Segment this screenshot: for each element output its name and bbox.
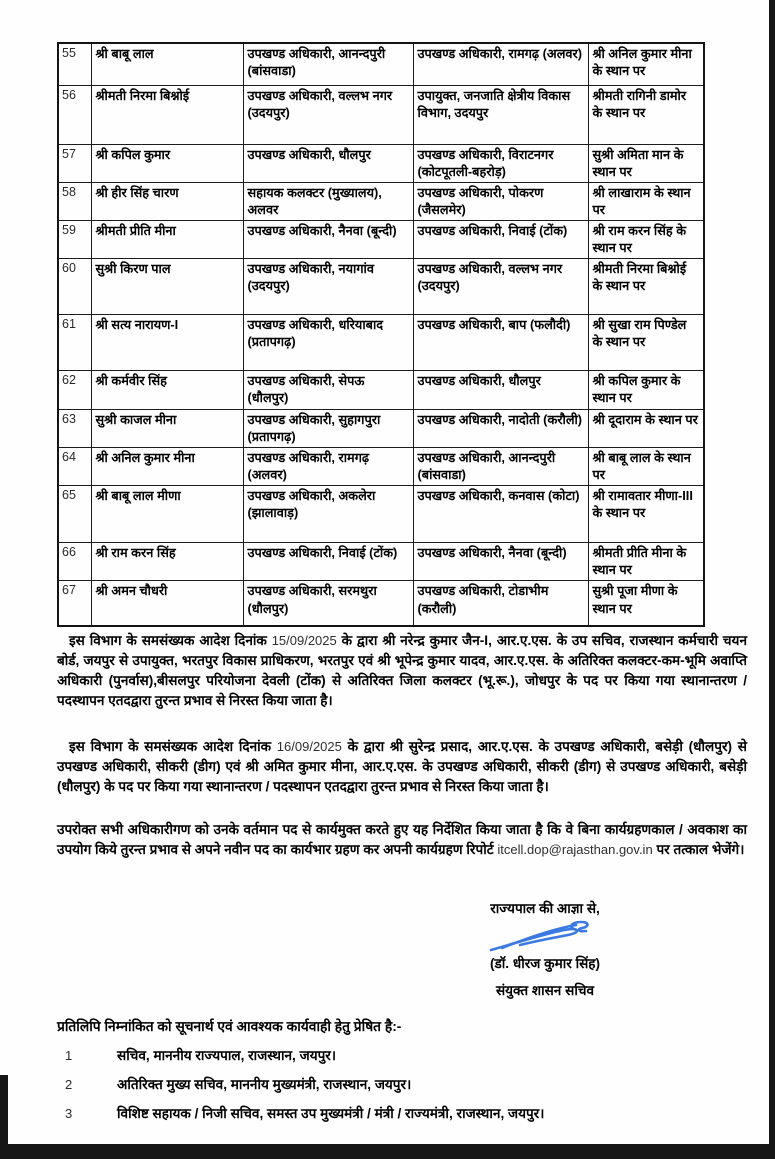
table-row bbox=[58, 144, 704, 182]
copy-section bbox=[57, 1016, 747, 1124]
copy-heading: प्रतिलिपि निम्नांकित को सूचनार्थ एवं आवश्यक कार्यवाही हेतु प्रेषित है:- bbox=[57, 1019, 402, 1034]
cell-officer-name: श्रीमती निरमा बिश्नोई bbox=[91, 85, 243, 144]
cell-remark: श्री रामावतार मीणा-III के स्थान पर bbox=[588, 486, 704, 543]
cell-officer-name: श्री सत्य नारायण-I bbox=[91, 315, 243, 371]
cell-remark: श्री लाखाराम के स्थान पर bbox=[588, 182, 704, 220]
table-row bbox=[58, 182, 704, 220]
copy-item bbox=[57, 1075, 747, 1095]
latin-text-segment: itcell.dop@rajasthan.gov.in bbox=[497, 842, 653, 857]
copy-item-number: 2 bbox=[65, 1077, 73, 1092]
table-row bbox=[58, 486, 704, 543]
cell-new-post: उपखण्ड अधिकारी, निवाई (टोंक) bbox=[413, 221, 588, 259]
order-paragraph-1 bbox=[57, 631, 747, 711]
cell-remark: श्री राम करन सिंह के स्थान पर bbox=[588, 221, 704, 259]
scan-border-left bbox=[0, 1075, 8, 1159]
cell-new-post: उपखण्ड अधिकारी, नैनवा (बून्दी) bbox=[413, 543, 588, 581]
cell-officer-name: श्री कपिल कुमार bbox=[91, 144, 243, 182]
cell-current-post: उपखण्ड अधिकारी, सुहागपुरा (प्रतापगढ़) bbox=[243, 409, 413, 447]
cell-new-post: उपखण्ड अधिकारी, वल्लभ नगर (उदयपुर) bbox=[413, 259, 588, 315]
copy-item-number: 3 bbox=[65, 1106, 73, 1121]
cell-serial: 62 bbox=[58, 371, 91, 409]
transfer-table bbox=[57, 42, 705, 627]
cell-current-post: उपखण्ड अधिकारी, धौलपुर bbox=[243, 144, 413, 182]
cell-officer-name: सुश्री किरण पाल bbox=[91, 259, 243, 315]
cell-current-post: उपखण्ड अधिकारी, निवाई (टोंक) bbox=[243, 543, 413, 581]
cell-current-post: उपखण्ड अधिकारी, नैनवा (बून्दी) bbox=[243, 221, 413, 259]
cell-remark: श्री अनिल कुमार मीना के स्थान पर bbox=[588, 43, 704, 85]
cell-current-post: सहायक कलक्टर (मुख्यालय), अलवर bbox=[243, 182, 413, 220]
hindi-text-segment: उपरोक्त सभी अधिकारीगण को उनके वर्तमान पद से कार्यमुक्त करते हुए यह निर्देशित किया जाता है कि वे बिना कार्यग्रहणकाल / अवकाश का उपयोग किये तुरन्त प्रभाव से अपने नवीन पद का कार्यभार ग्रहण कर अपनी कार्यग्रहण रिपोर्ट bbox=[57, 822, 747, 857]
table-row bbox=[58, 221, 704, 259]
copy-item-text: सचिव, माननीय राज्यपाल, राजस्थान, जयपुर। bbox=[117, 1048, 337, 1063]
hindi-text-segment: के द्वारा श्री नरेन्द्र कुमार जैन-I, आर.ए.एस. के उप सचिव, राजस्थान कर्मचारी चयन बोर्ड, जयपुर से उपायुक्त, भरतपुर विकास प्राधिकरण, भरतपुर एवं श्री भूपेन्द्र कुमार यादव, आर.ए.एस. के अतिरिक्त कलक्टर-कम-भूमि अवाप्ति अधिकारी (पुनर्वास),बीसलपुर परियोजना देवली (टोंक) से अतिरिक्त जिला कलक्टर (भू.रू.), जोधपुर के पद पर किया गया स्थानान्तरण / पदस्थापन एतदद्वारा तुरन्त प्रभाव से निरस्त किया जाता है। bbox=[57, 633, 747, 708]
copy-item-text: विशिष्ट सहायक / निजी सचिव, समस्त उप मुख्यमंत्री / मंत्री / राज्यमंत्री, राजस्थान, जयपुर। bbox=[117, 1106, 545, 1121]
cell-serial: 56 bbox=[58, 85, 91, 144]
cell-current-post: उपखण्ड अधिकारी, धरियाबाद (प्रतापगढ़) bbox=[243, 315, 413, 371]
signature-ink-icon bbox=[486, 919, 604, 955]
cell-serial: 60 bbox=[58, 259, 91, 315]
cell-current-post: उपखण्ड अधिकारी, सेपऊ (धौलपुर) bbox=[243, 371, 413, 409]
cell-new-post: उपखण्ड अधिकारी, विराटनगर (कोटपूतली-बहरोड़) bbox=[413, 144, 588, 182]
copy-item bbox=[57, 1104, 747, 1124]
cell-current-post: उपखण्ड अधिकारी, अकलेरा (झालावाड़) bbox=[243, 486, 413, 543]
table-row bbox=[58, 581, 704, 626]
cell-new-post: उपायुक्त, जनजाति क्षेत्रीय विकास विभाग, उदयपुर bbox=[413, 85, 588, 144]
cell-new-post: उपखण्ड अधिकारी, नादोती (करौली) bbox=[413, 409, 588, 447]
cell-officer-name: श्री बाबू लाल मीणा bbox=[91, 486, 243, 543]
cell-current-post: उपखण्ड अधिकारी, सरमथुरा (धौलपुर) bbox=[243, 581, 413, 626]
cell-remark: श्री कपिल कुमार के स्थान पर bbox=[588, 371, 704, 409]
cell-serial: 57 bbox=[58, 144, 91, 182]
cell-officer-name: सुश्री काजल मीना bbox=[91, 409, 243, 447]
cell-remark: श्री सुखा राम पिण्डेल के स्थान पर bbox=[588, 315, 704, 371]
cell-serial: 58 bbox=[58, 182, 91, 220]
cell-current-post: उपखण्ड अधिकारी, रामगढ़ (अलवर) bbox=[243, 447, 413, 485]
cell-serial: 61 bbox=[58, 315, 91, 371]
cell-officer-name: श्री राम करन सिंह bbox=[91, 543, 243, 581]
scan-border-right bbox=[769, 0, 775, 1159]
hindi-text-segment: इस विभाग के समसंख्यक आदेश दिनांक bbox=[69, 739, 277, 754]
cell-current-post: उपखण्ड अधिकारी, नयागांव (उदयपुर) bbox=[243, 259, 413, 315]
table-row bbox=[58, 447, 704, 485]
cell-serial: 65 bbox=[58, 486, 91, 543]
copy-item bbox=[57, 1046, 747, 1066]
by-order-text: राज्यपाल की आज्ञा से, bbox=[490, 901, 600, 916]
signatory-name: (डॉ. धीरज कुमार सिंह) bbox=[489, 956, 601, 971]
cell-serial: 67 bbox=[58, 581, 91, 626]
copy-items bbox=[57, 1046, 747, 1124]
signatory-designation: संयुक्त शासन सचिव bbox=[495, 983, 595, 998]
copy-item-text: अतिरिक्त मुख्य सचिव, माननीय मुख्यमंत्री, राजस्थान, जयपुर। bbox=[117, 1077, 412, 1092]
scan-border-bottom bbox=[0, 1144, 775, 1159]
hindi-text-segment: पर तत्काल भेजेंगे। bbox=[652, 842, 745, 857]
copy-item-number: 1 bbox=[65, 1048, 73, 1063]
cell-officer-name: श्री बाबू लाल bbox=[91, 43, 243, 85]
table-row bbox=[58, 85, 704, 144]
cell-officer-name: श्रीमती प्रीति मीना bbox=[91, 221, 243, 259]
order-paragraph-2 bbox=[57, 737, 747, 797]
cell-remark: श्रीमती निरमा बिश्नोई के स्थान पर bbox=[588, 259, 704, 315]
cell-serial: 64 bbox=[58, 447, 91, 485]
cell-officer-name: श्री अनिल कुमार मीना bbox=[91, 447, 243, 485]
cell-current-post: उपखण्ड अधिकारी, वल्लभ नगर (उदयपुर) bbox=[243, 85, 413, 144]
signature-block bbox=[452, 898, 638, 999]
cell-serial: 55 bbox=[58, 43, 91, 85]
cell-officer-name: श्री हीर सिंह चारण bbox=[91, 182, 243, 220]
cell-new-post: उपखण्ड अधिकारी, धौलपुर bbox=[413, 371, 588, 409]
table-row bbox=[58, 315, 704, 371]
table-row bbox=[58, 259, 704, 315]
cell-new-post: उपखण्ड अधिकारी, पोकरण (जैसलमेर) bbox=[413, 182, 588, 220]
cell-remark: सुश्री पूजा मीणा के स्थान पर bbox=[588, 581, 704, 626]
cell-officer-name: श्री कर्मवीर सिंह bbox=[91, 371, 243, 409]
cell-remark: श्री दूदाराम के स्थान पर bbox=[588, 409, 704, 447]
cell-new-post: उपखण्ड अधिकारी, बाप (फलौदी) bbox=[413, 315, 588, 371]
cell-new-post: उपखण्ड अधिकारी, रामगढ़ (अलवर) bbox=[413, 43, 588, 85]
cell-remark: श्रीमती प्रीति मीना के स्थान पर bbox=[588, 543, 704, 581]
cell-serial: 59 bbox=[58, 221, 91, 259]
cell-current-post: उपखण्ड अधिकारी, आनन्दपुरी (बांसवाडा) bbox=[243, 43, 413, 85]
cell-officer-name: श्री अमन चौधरी bbox=[91, 581, 243, 626]
cell-remark: सुश्री अमिता मान के स्थान पर bbox=[588, 144, 704, 182]
latin-text-segment: 15/09/2025 bbox=[271, 633, 337, 648]
cell-remark: श्री बाबू लाल के स्थान पर bbox=[588, 447, 704, 485]
table-row bbox=[58, 43, 704, 85]
table-row bbox=[58, 371, 704, 409]
cell-new-post: उपखण्ड अधिकारी, आनन्दपुरी (बांसवाडा) bbox=[413, 447, 588, 485]
hindi-text-segment: इस विभाग के समसंख्यक आदेश दिनांक bbox=[69, 633, 272, 648]
cell-remark: श्रीमती रागिनी डामोर के स्थान पर bbox=[588, 85, 704, 144]
cell-serial: 66 bbox=[58, 543, 91, 581]
table-row bbox=[58, 543, 704, 581]
cell-serial: 63 bbox=[58, 409, 91, 447]
cell-new-post: उपखण्ड अधिकारी, टोडाभीम (करौली) bbox=[413, 581, 588, 626]
latin-text-segment: 16/09/2025 bbox=[276, 739, 342, 754]
order-paragraph-3 bbox=[57, 820, 747, 860]
table-row bbox=[58, 409, 704, 447]
hindi-text-segment: के द्वारा श्री सुरेन्द्र प्रसाद, आर.ए.एस. के उपखण्ड अधिकारी, बसेड़ी (धौलपुर) से उपखण्ड अधिकारी, सीकरी (डीग) एवं श्री अमित कुमार मीना, आर.ए.एस. के उपखण्ड अधिकारी, सीकरी (डीग) से उपखण्ड अधिकारी, बसेड़ी (धौलपुर) के पद पर किया गया स्थानान्तरण / पदस्थापन एतदद्वारा तुरन्त प्रभाव से निरस्त किया जाता है। bbox=[57, 739, 747, 794]
cell-new-post: उपखण्ड अधिकारी, कनवास (कोटा) bbox=[413, 486, 588, 543]
